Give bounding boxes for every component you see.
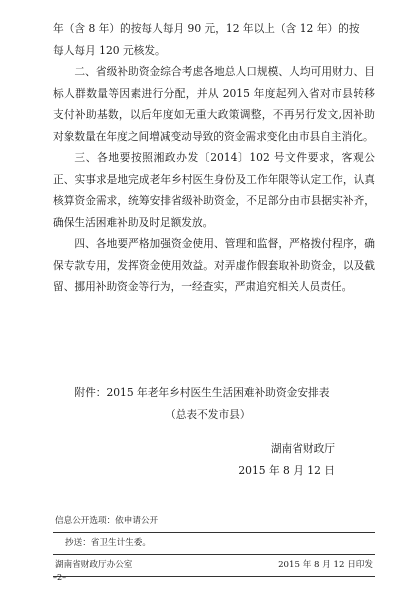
issuing-organization: 湖南省财政厅 [270, 442, 335, 455]
disclosure-row [53, 510, 375, 532]
document-body [53, 18, 375, 298]
page-number: –2– [53, 573, 67, 582]
body-line: 年（含 8 年）的按每人每月 90 元，12 年以上（含 12 年）的按 [53, 22, 360, 35]
paragraph-funding-allocation: 二、省级补助资金综合考虑各地总人口规模、人均可用财力、目标人群数量等因素进行分配，并从 2015 年度起列入省对市县转移支付补助基数，以后年度如无重大政策调整，不再另行发文,因补助对象数量在年度之间增减变动导致的资金需求变化由市县自主消化。 [53, 65, 375, 143]
cc-row [53, 532, 375, 554]
footer-divider [53, 576, 375, 577]
attachment-title: 附件：2015 年老年乡村医生生活困难补助资金安排表 [74, 386, 330, 399]
issuing-office: 湖南省财政厅办公室 [55, 560, 133, 570]
signature-block [238, 438, 335, 482]
attachment-subtitle: （总表不发市县） [165, 407, 251, 421]
signature-date: 2015 年 8 月 12 日 [238, 464, 335, 477]
disclosure-option: 信息公开选项：依申请公开 [55, 516, 159, 526]
paragraph-certification: 三、各地要按照湘政办发〔2014〕102 号文件要求，客观公正、实事求是地完成老年乡村医生身份及工作年限等认定工作，认真核算资金需求，统筹安排省级补助资金，不足部分由市县据实补齐，确保生活困难补助及时足额发放。 [53, 151, 375, 229]
paragraph-supervision: 四、各地要严格加强资金使用、管理和监督，严格拨付程序，确保专款专用，发挥资金使用效益。对弄虚作假套取补助资金，以及截留、挪用补助资金等行为，一经查实，严肃追究相关人员责任。 [53, 237, 375, 293]
cc-recipients: 抄送：省卫生计生委。 [65, 538, 151, 548]
document-footer [53, 510, 375, 576]
attachment-note [53, 382, 375, 425]
issue-row [53, 554, 375, 576]
issue-date: 2015 年 8 月 12 日印发 [278, 560, 373, 570]
body-line: 每人每月 120 元核发。 [53, 43, 166, 57]
